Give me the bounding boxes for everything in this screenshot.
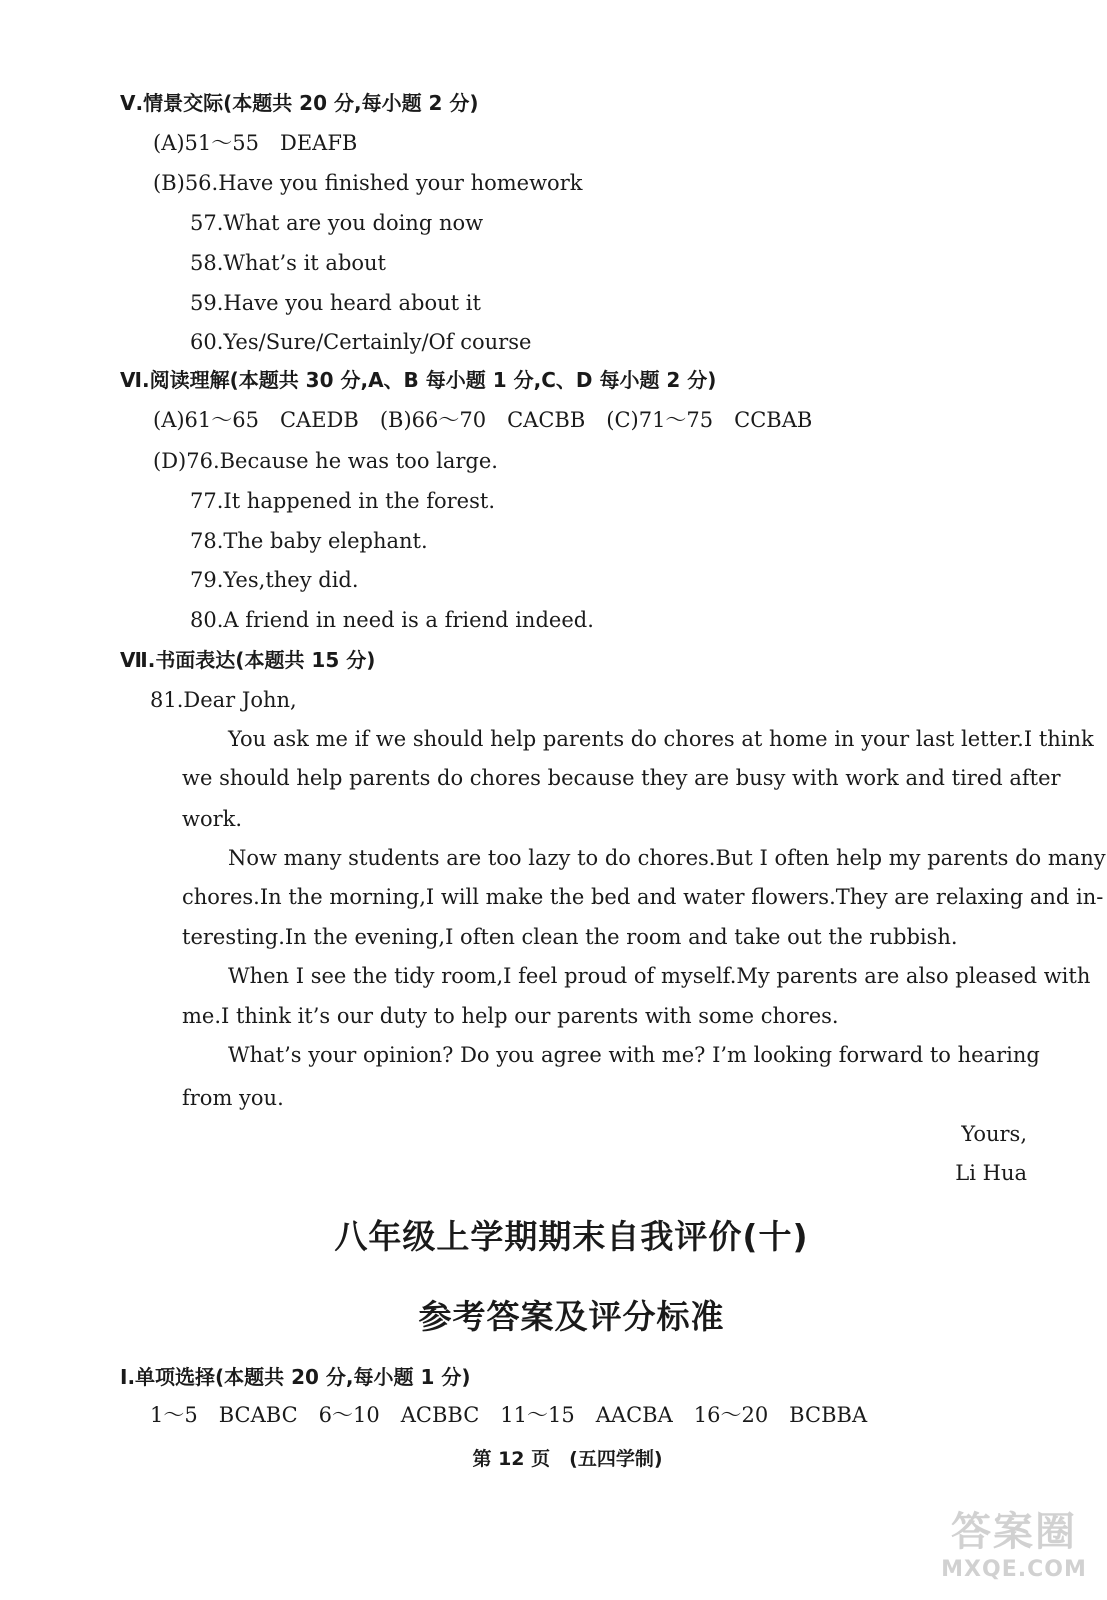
page-subtitle: 参考答案及评分标准 [418, 1297, 725, 1336]
letter-greeting: 81.Dear John, [150, 688, 297, 712]
letter-p2-line2: chores.In the morning,I will make the bed and water flowers.They are relaxing and in- [182, 885, 1104, 909]
page-footer: 第 12 页 (五四学制) [472, 1448, 663, 1470]
s5-answer-59: 59.Have you heard about it [190, 291, 481, 315]
s1-answers: 1～5 BCABC 6～10 ACBBC 11～15 AACBA 16～20 BCBBA [150, 1403, 868, 1427]
s5-answer-a: (A)51～55 DEAFB [153, 131, 358, 155]
section-5-heading: Ⅴ.情景交际(本题共 20 分,每小题 2 分) [120, 91, 479, 115]
letter-p4-line2: from you. [182, 1086, 284, 1110]
letter-closing: Yours, [961, 1122, 1027, 1146]
letter-p1-line3: work. [182, 807, 243, 831]
s6-answer-78: 78.The baby elephant. [190, 529, 428, 553]
letter-p3-line1: When I see the tidy room,I feel proud of myself.My parents are also pleased with [228, 964, 1091, 988]
s5-answer-57: 57.What are you doing now [190, 211, 484, 235]
letter-p3-line2: me.I think it’s our duty to help our parents with some chores. [182, 1004, 839, 1028]
s6-answer-80: 80.A friend in need is a friend indeed. [190, 608, 594, 632]
section-6-heading: Ⅵ.阅读理解(本题共 30 分,A、B 每小题 1 分,C、D 每小题 2 分) [120, 368, 717, 392]
watermark-cn: 答案圈 [951, 1509, 1077, 1555]
s5-answer-60: 60.Yes/Sure/Certainly/Of course [190, 330, 532, 354]
watermark-en: MXQE.COM [941, 1557, 1087, 1582]
section-1-heading: Ⅰ.单项选择(本题共 20 分,每小题 1 分) [120, 1365, 471, 1389]
s6-answer-79: 79.Yes,they did. [190, 568, 359, 592]
letter-p1-line1: You ask me if we should help parents do chores at home in your last letter.I think [228, 727, 1094, 751]
letter-p2-line3: teresting.In the evening,I often clean the room and take out the rubbish. [182, 925, 958, 949]
watermark-logo [939, 1500, 1089, 1590]
letter-p4-line1: What’s your opinion? Do you agree with me? I’m looking forward to hearing [228, 1043, 1040, 1067]
section-7-heading: Ⅶ.书面表达(本题共 15 分) [120, 648, 376, 672]
s5-answer-56: (B)56.Have you finished your homework [153, 171, 583, 195]
s6-answer-77: 77.It happened in the forest. [190, 489, 495, 513]
s6-answer-abc: (A)61～65 CAEDB (B)66～70 CACBB (C)71～75 CCBAB [153, 408, 813, 432]
s5-answer-58: 58.What’s it about [190, 251, 386, 275]
s6-answer-76: (D)76.Because he was too large. [153, 449, 498, 473]
page-title: 八年级上学期期末自我评价(十) [334, 1217, 809, 1256]
letter-p2-line1: Now many students are too lazy to do chores.But I often help my parents do many [228, 846, 1106, 870]
letter-signature: Li Hua [955, 1161, 1027, 1185]
letter-p1-line2: we should help parents do chores because they are busy with work and tired after [182, 766, 1061, 790]
